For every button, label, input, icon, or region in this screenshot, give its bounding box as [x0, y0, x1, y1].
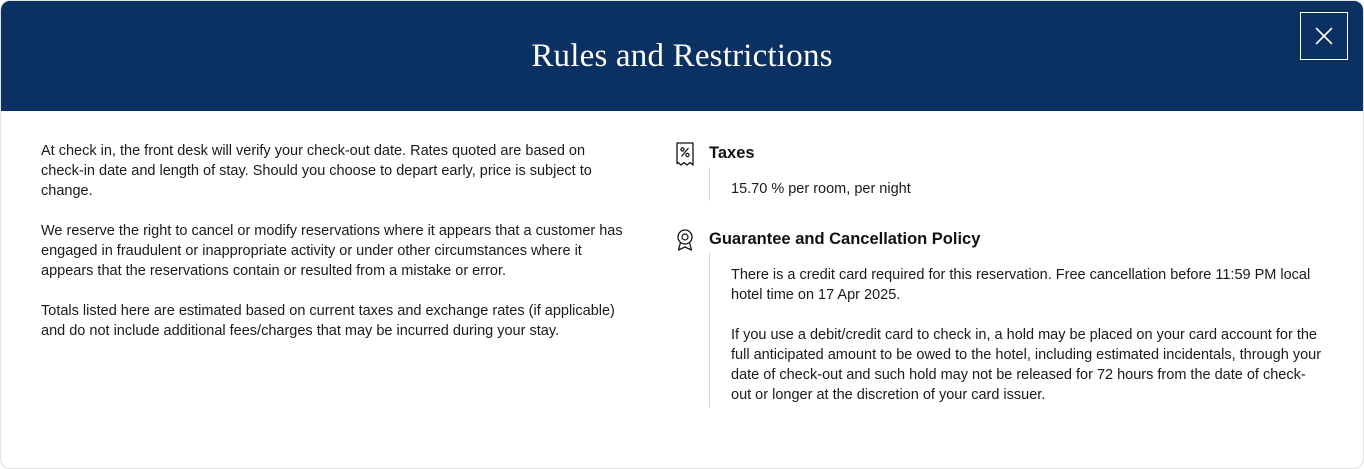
guarantee-section-title: Guarantee and Cancellation Policy	[709, 230, 981, 248]
close-button[interactable]	[1300, 12, 1348, 60]
guarantee-badge-icon	[673, 227, 697, 253]
policy-details-column	[653, 141, 1323, 407]
taxes-section	[673, 141, 1323, 201]
close-icon	[1313, 25, 1335, 47]
guarantee-cancellation-section	[673, 227, 1323, 407]
guarantee-section-header	[673, 227, 1323, 253]
guarantee-paragraph: If you use a debit/credit card to check in, a hold may be placed on your card account for the full anticipated amount to be owed to the hotel, including estimated incidentals, through your date of check-out and such hold may not be released for 72 hours from the date of check-out or longer at the discretion of your card issuer.	[731, 327, 1322, 403]
terms-paragraph: Totals listed here are estimated based on current taxes and exchange rates (if applicable) and do not include additional fees/charges that may be incurred during your stay.	[41, 303, 615, 339]
modal-body	[1, 111, 1363, 407]
terms-paragraph: At check in, the front desk will verify your check-out date. Rates quoted are based on check-in date and length of stay. Should you choose to depart early, price is subject to change.	[41, 143, 592, 199]
general-terms-column	[41, 141, 653, 407]
guarantee-paragraph: There is a credit card required for this reservation. Free cancellation before 11:59 PM local hotel time on 17 Apr 2025.	[731, 267, 1311, 303]
terms-paragraph: We reserve the right to cancel or modify reservations where it appears that a customer has engaged in fraudulent or inappropriate activity or under other circumstances where it appears that the reservations contain or resulted from a mistake or error.	[41, 223, 623, 279]
page-title: Rules and Restrictions	[531, 37, 833, 74]
taxes-paragraph: 15.70 % per room, per night	[731, 181, 911, 197]
tax-receipt-icon	[673, 141, 697, 167]
taxes-section-content	[709, 167, 1323, 201]
taxes-section-header	[673, 141, 1323, 167]
taxes-section-title: Taxes	[709, 144, 755, 162]
guarantee-section-content	[709, 253, 1323, 407]
modal-header	[1, 1, 1363, 111]
